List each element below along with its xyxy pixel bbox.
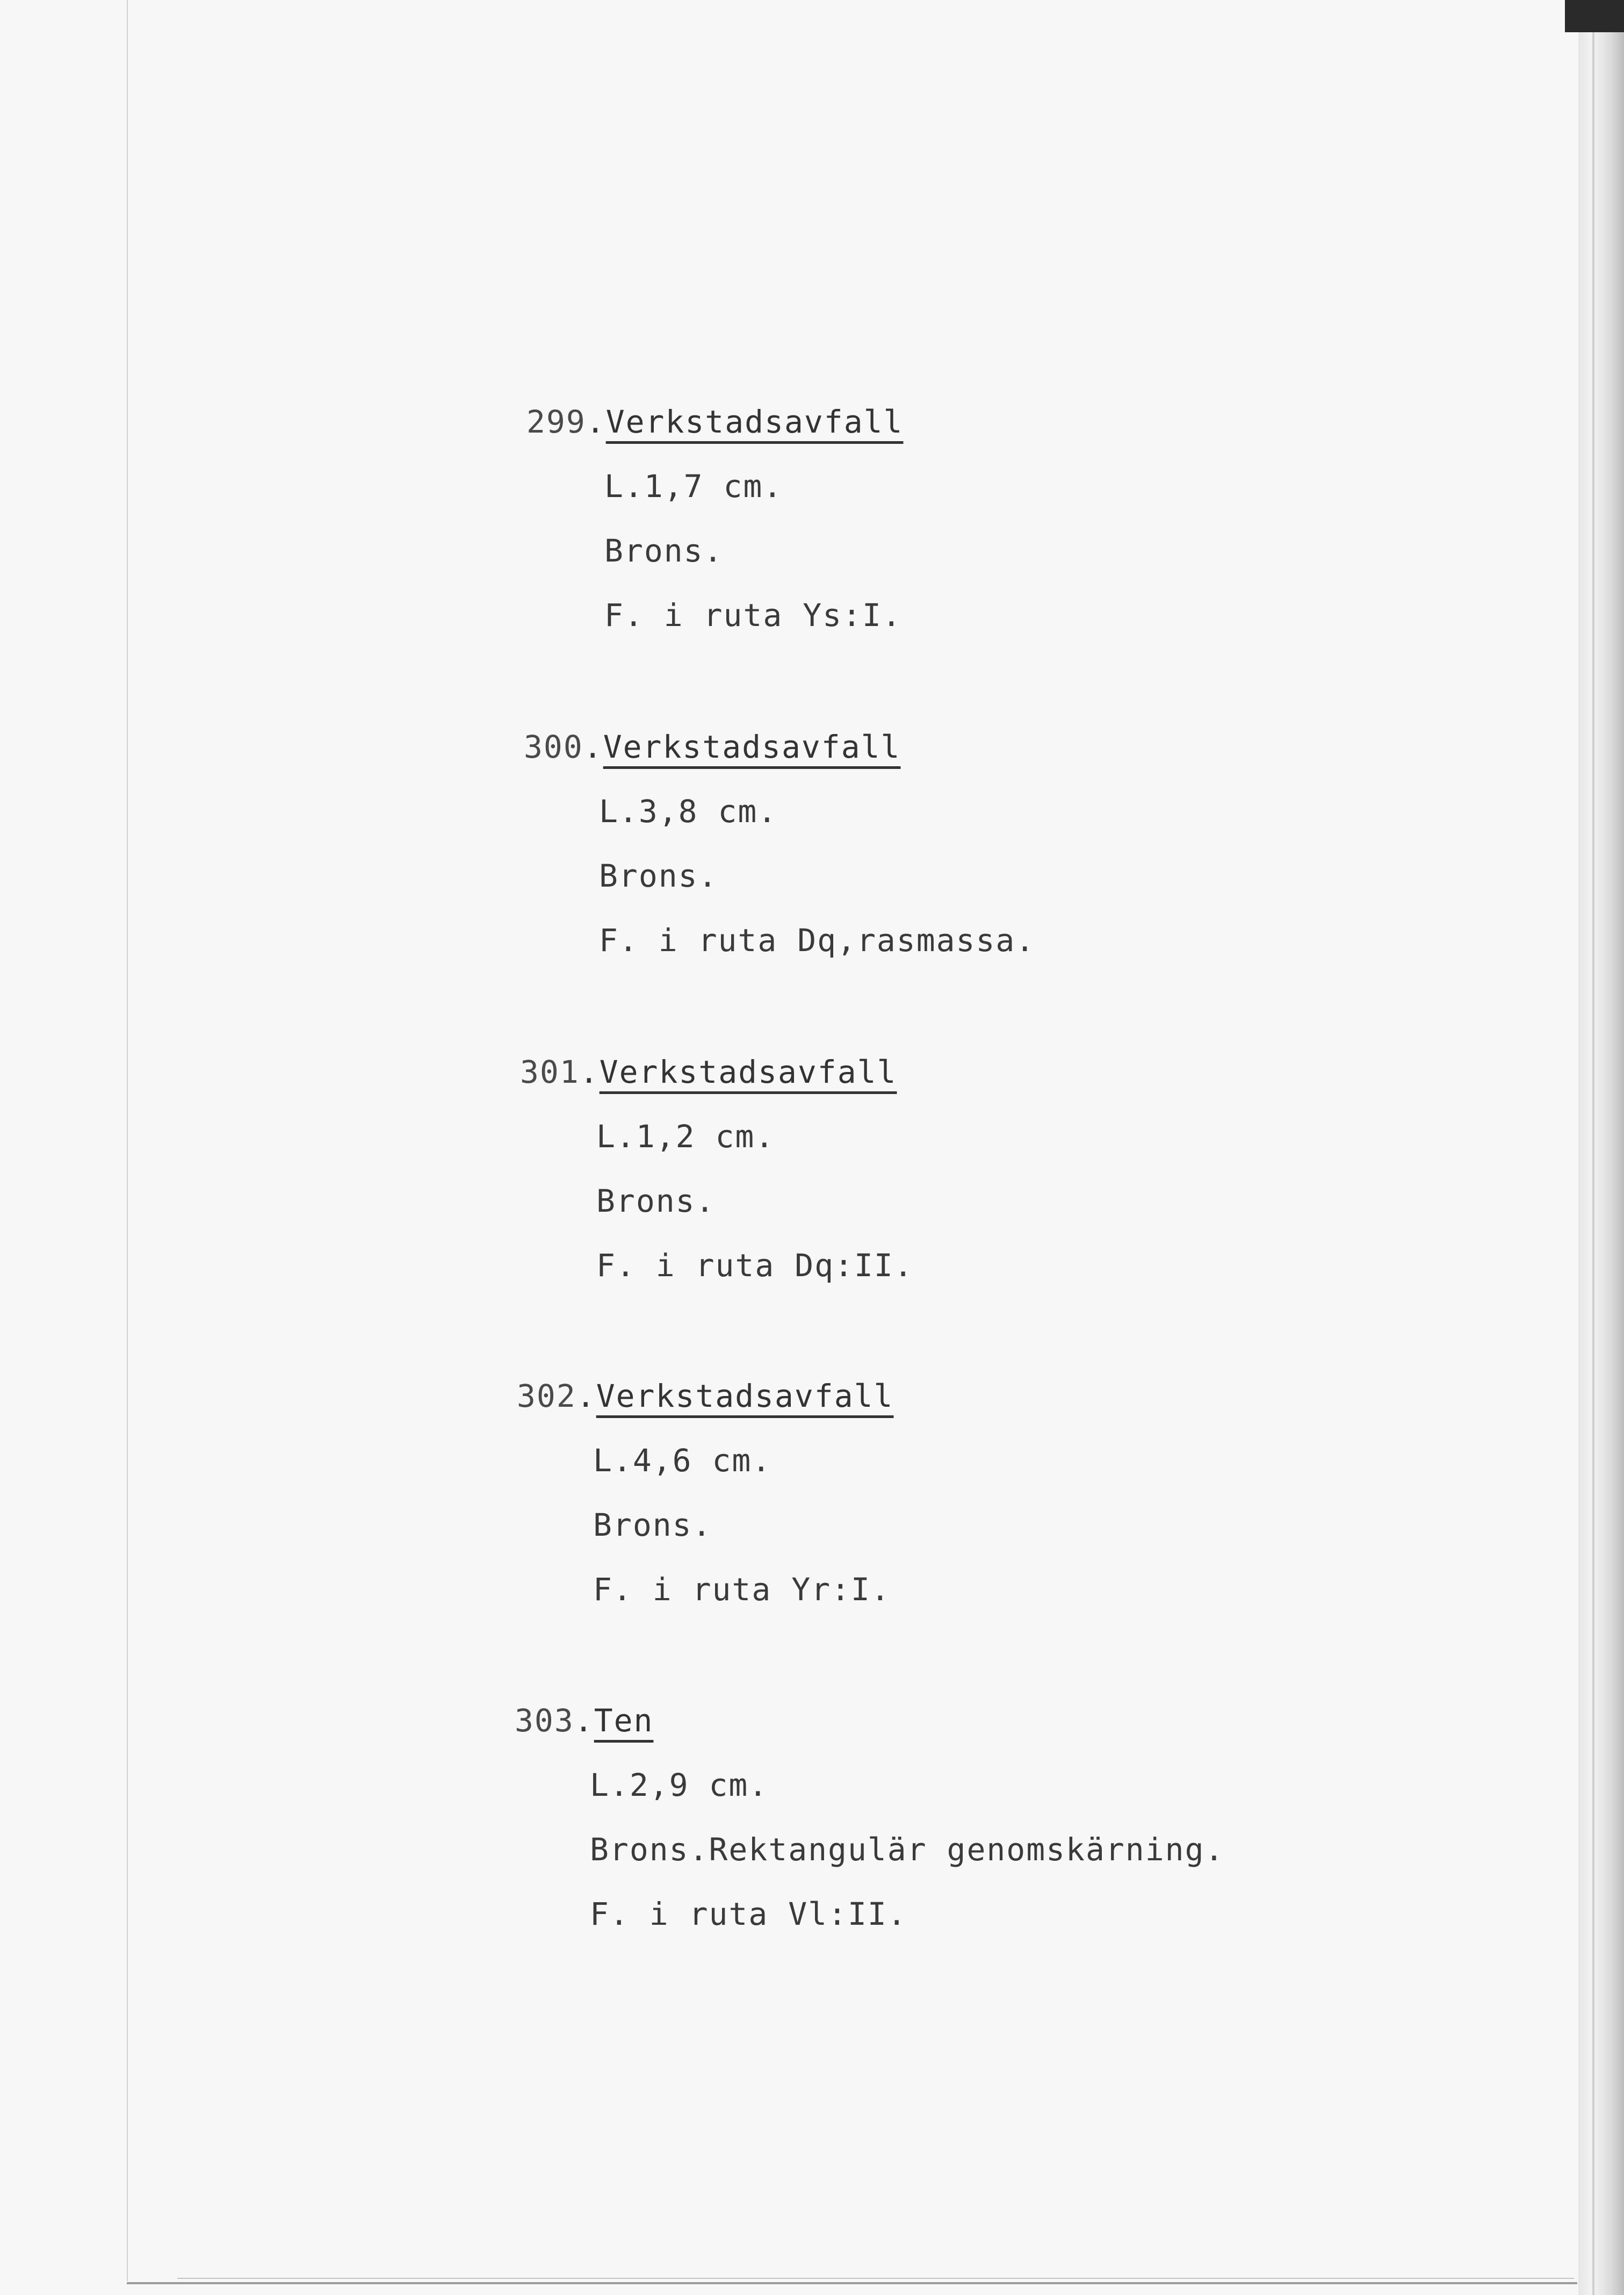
entry-length: L.1,7 cm. <box>604 468 783 505</box>
entry-number: 299 <box>526 404 586 440</box>
entry-title: Verkstadsavfall <box>599 1054 897 1090</box>
entry-length: L.4,6 cm. <box>593 1442 772 1479</box>
entry-material: Brons.Rektangulär genomskärning. <box>590 1831 1225 1868</box>
page-right-edge-line <box>1592 32 1594 2295</box>
entry-find-location: F. i ruta Dq,rasmassa. <box>599 922 1036 959</box>
entry-heading <box>517 1364 893 1428</box>
entry-material: Brons. <box>593 1507 712 1543</box>
scan-corner-shadow <box>1565 0 1624 32</box>
page-left-edge <box>127 0 128 2281</box>
entry-number-dot: . <box>576 1378 596 1414</box>
entry-material: Brons. <box>596 1183 716 1219</box>
entry-number: 302 <box>517 1378 576 1414</box>
page-bottom-edge-inner <box>177 2278 1574 2279</box>
entry-length: L.2,9 cm. <box>590 1767 769 1803</box>
entry-number: 300 <box>524 729 583 765</box>
catalog-entry-299 <box>526 390 903 648</box>
page-right-edge <box>1578 0 1624 2295</box>
entry-heading <box>524 715 1035 779</box>
catalog-entry-301 <box>520 1040 914 1298</box>
entry-find-location: F. i ruta Ys:I. <box>604 597 902 634</box>
entry-material: Brons. <box>604 533 724 569</box>
catalog-entry-300 <box>524 715 1035 973</box>
entry-number: 303 <box>515 1702 574 1739</box>
entry-number-dot: . <box>586 404 606 440</box>
entry-length: L.3,8 cm. <box>599 793 778 830</box>
entry-number-dot: . <box>579 1054 600 1090</box>
entry-find-location: F. i ruta Dq:II. <box>596 1247 914 1284</box>
entry-length: L.1,2 cm. <box>596 1118 775 1155</box>
page-bottom-edge <box>127 2282 1577 2284</box>
entry-title: Verkstadsavfall <box>605 404 904 440</box>
entry-heading <box>515 1688 1224 1753</box>
entry-title: Ten <box>594 1702 654 1739</box>
entry-number-dot: . <box>574 1702 594 1739</box>
catalog-entry-303 <box>515 1688 1224 1946</box>
entry-heading <box>520 1040 914 1104</box>
entry-title: Verkstadsavfall <box>603 729 901 765</box>
entry-number: 301 <box>520 1054 580 1090</box>
entry-material: Brons. <box>599 858 718 894</box>
entry-find-location: F. i ruta Vl:II. <box>590 1896 907 1932</box>
entry-heading <box>526 390 903 454</box>
catalog-entry-302 <box>517 1364 893 1622</box>
entry-title: Verkstadsavfall <box>596 1378 894 1414</box>
entry-number-dot: . <box>583 729 603 765</box>
entry-find-location: F. i ruta Yr:I. <box>593 1571 891 1608</box>
